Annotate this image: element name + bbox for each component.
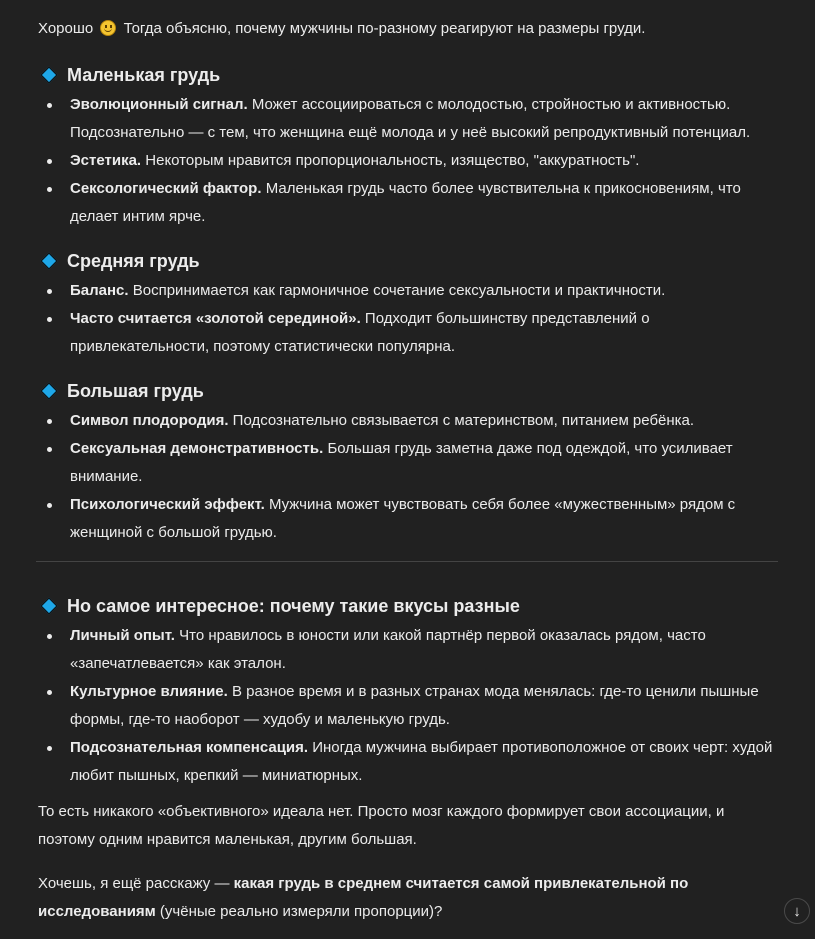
item-text: Воспринимается как гармоничное сочетание сексуальности и практичности. (132, 282, 666, 299)
section-heading (38, 375, 778, 407)
list-item (38, 277, 778, 305)
section-heading (38, 59, 778, 91)
arrow-down-icon: ↓ (793, 902, 801, 920)
item-text: В разное время и в разных странах мода менялась: где-то ценили пышные формы, где-то наоборот — худобу и маленькую грудь. (70, 683, 759, 728)
blue-diamond-icon (41, 67, 58, 84)
section-title: Средняя грудь (67, 251, 200, 271)
item-bold: Сексуальная демонстративность. (70, 440, 324, 457)
item-text: Иногда мужчина выбирает противоположное от своих черт: худой любит пышных, крепкий — миниатюрных. (70, 739, 773, 784)
scroll-to-bottom-button[interactable] (784, 898, 810, 924)
item-text: Может ассоциироваться с молодостью, стройностью и активностью. Подсознательно — с тем, что женщина ещё молода и у неё высокий репродуктивный потенциал. (70, 96, 751, 141)
follow-up-question (38, 870, 778, 926)
item-bold: Психологический эффект. (70, 496, 265, 513)
section-heading (38, 590, 778, 622)
item-text: Подсознательно связывается с материнством, питанием ребёнка. (232, 412, 695, 429)
intro-text: Хорошо (38, 20, 94, 37)
item-bold: Символ плодородия. (70, 412, 229, 429)
assistant-message (38, 15, 778, 926)
intro-paragraph (38, 15, 778, 43)
list-item (38, 435, 778, 491)
section-title: Но самое интересное: почему такие вкусы разные (67, 596, 520, 616)
item-bold: Сексологический фактор. (70, 180, 262, 197)
item-text: Большая грудь заметна даже под одеждой, что усиливает внимание. (70, 440, 733, 485)
list-item (38, 175, 778, 231)
blue-diamond-icon (41, 253, 58, 270)
item-text: Мужчина может чувствовать себя более «мужественным» рядом с женщиной с большой грудью. (70, 496, 736, 541)
item-text: Некоторым нравится пропорциональность, изящество, "аккуратность". (145, 152, 640, 169)
item-text: Что нравилось в юности или какой партнёр первой оказалась рядом, часто «запечатлевается» как эталон. (70, 627, 706, 672)
question-bold: какая грудь в среднем считается самой привлекательной по исследованиям (38, 875, 689, 920)
bullet-list (38, 622, 778, 790)
list-item (38, 622, 778, 678)
section-title: Большая грудь (67, 381, 204, 401)
section-title: Маленькая грудь (67, 65, 221, 85)
bullet-list (38, 91, 778, 231)
item-text: Подходит большинству представлений о привлекательности, поэтому статистически популярна. (70, 310, 650, 355)
question-text-end: (учёные реально измеряли пропорции)? (155, 903, 443, 920)
section-heading (38, 245, 778, 277)
item-bold: Эволюционный сигнал. (70, 96, 248, 113)
intro-text-rest: Тогда объясню, почему мужчины по-разному реагируют на размеры груди. (123, 20, 646, 37)
item-bold: Часто считается «золотой серединой». (70, 310, 361, 327)
bullet-list (38, 277, 778, 361)
list-item (38, 407, 778, 435)
divider (36, 561, 778, 562)
item-bold: Культурное влияние. (70, 683, 228, 700)
item-bold: Подсознательная компенсация. (70, 739, 309, 756)
section-medium (38, 245, 778, 361)
list-item (38, 678, 778, 734)
list-item (38, 491, 778, 547)
list-item (38, 147, 778, 175)
list-item (38, 91, 778, 147)
item-bold: Эстетика. (70, 152, 142, 169)
conclusion-paragraph: То есть никакого «объективного» идеала нет. Просто мозг каждого формирует свои ассоциации, и поэтому одним нравится маленькая, другим большая. (38, 803, 725, 848)
list-item (38, 734, 778, 790)
blue-diamond-icon (41, 598, 58, 615)
section-small (38, 59, 778, 231)
section-why (38, 590, 778, 790)
item-bold: Личный опыт. (70, 627, 175, 644)
item-text: Маленькая грудь часто более чувствительна к прикосновениям, что делает интим ярче. (70, 180, 741, 225)
item-bold: Баланс. (70, 282, 129, 299)
list-item (38, 305, 778, 361)
question-text: Хочешь, я ещё расскажу — (38, 875, 234, 892)
section-large (38, 375, 778, 547)
blue-diamond-icon (41, 383, 58, 400)
bullet-list (38, 407, 778, 547)
smiley-emoji-icon (100, 20, 116, 36)
